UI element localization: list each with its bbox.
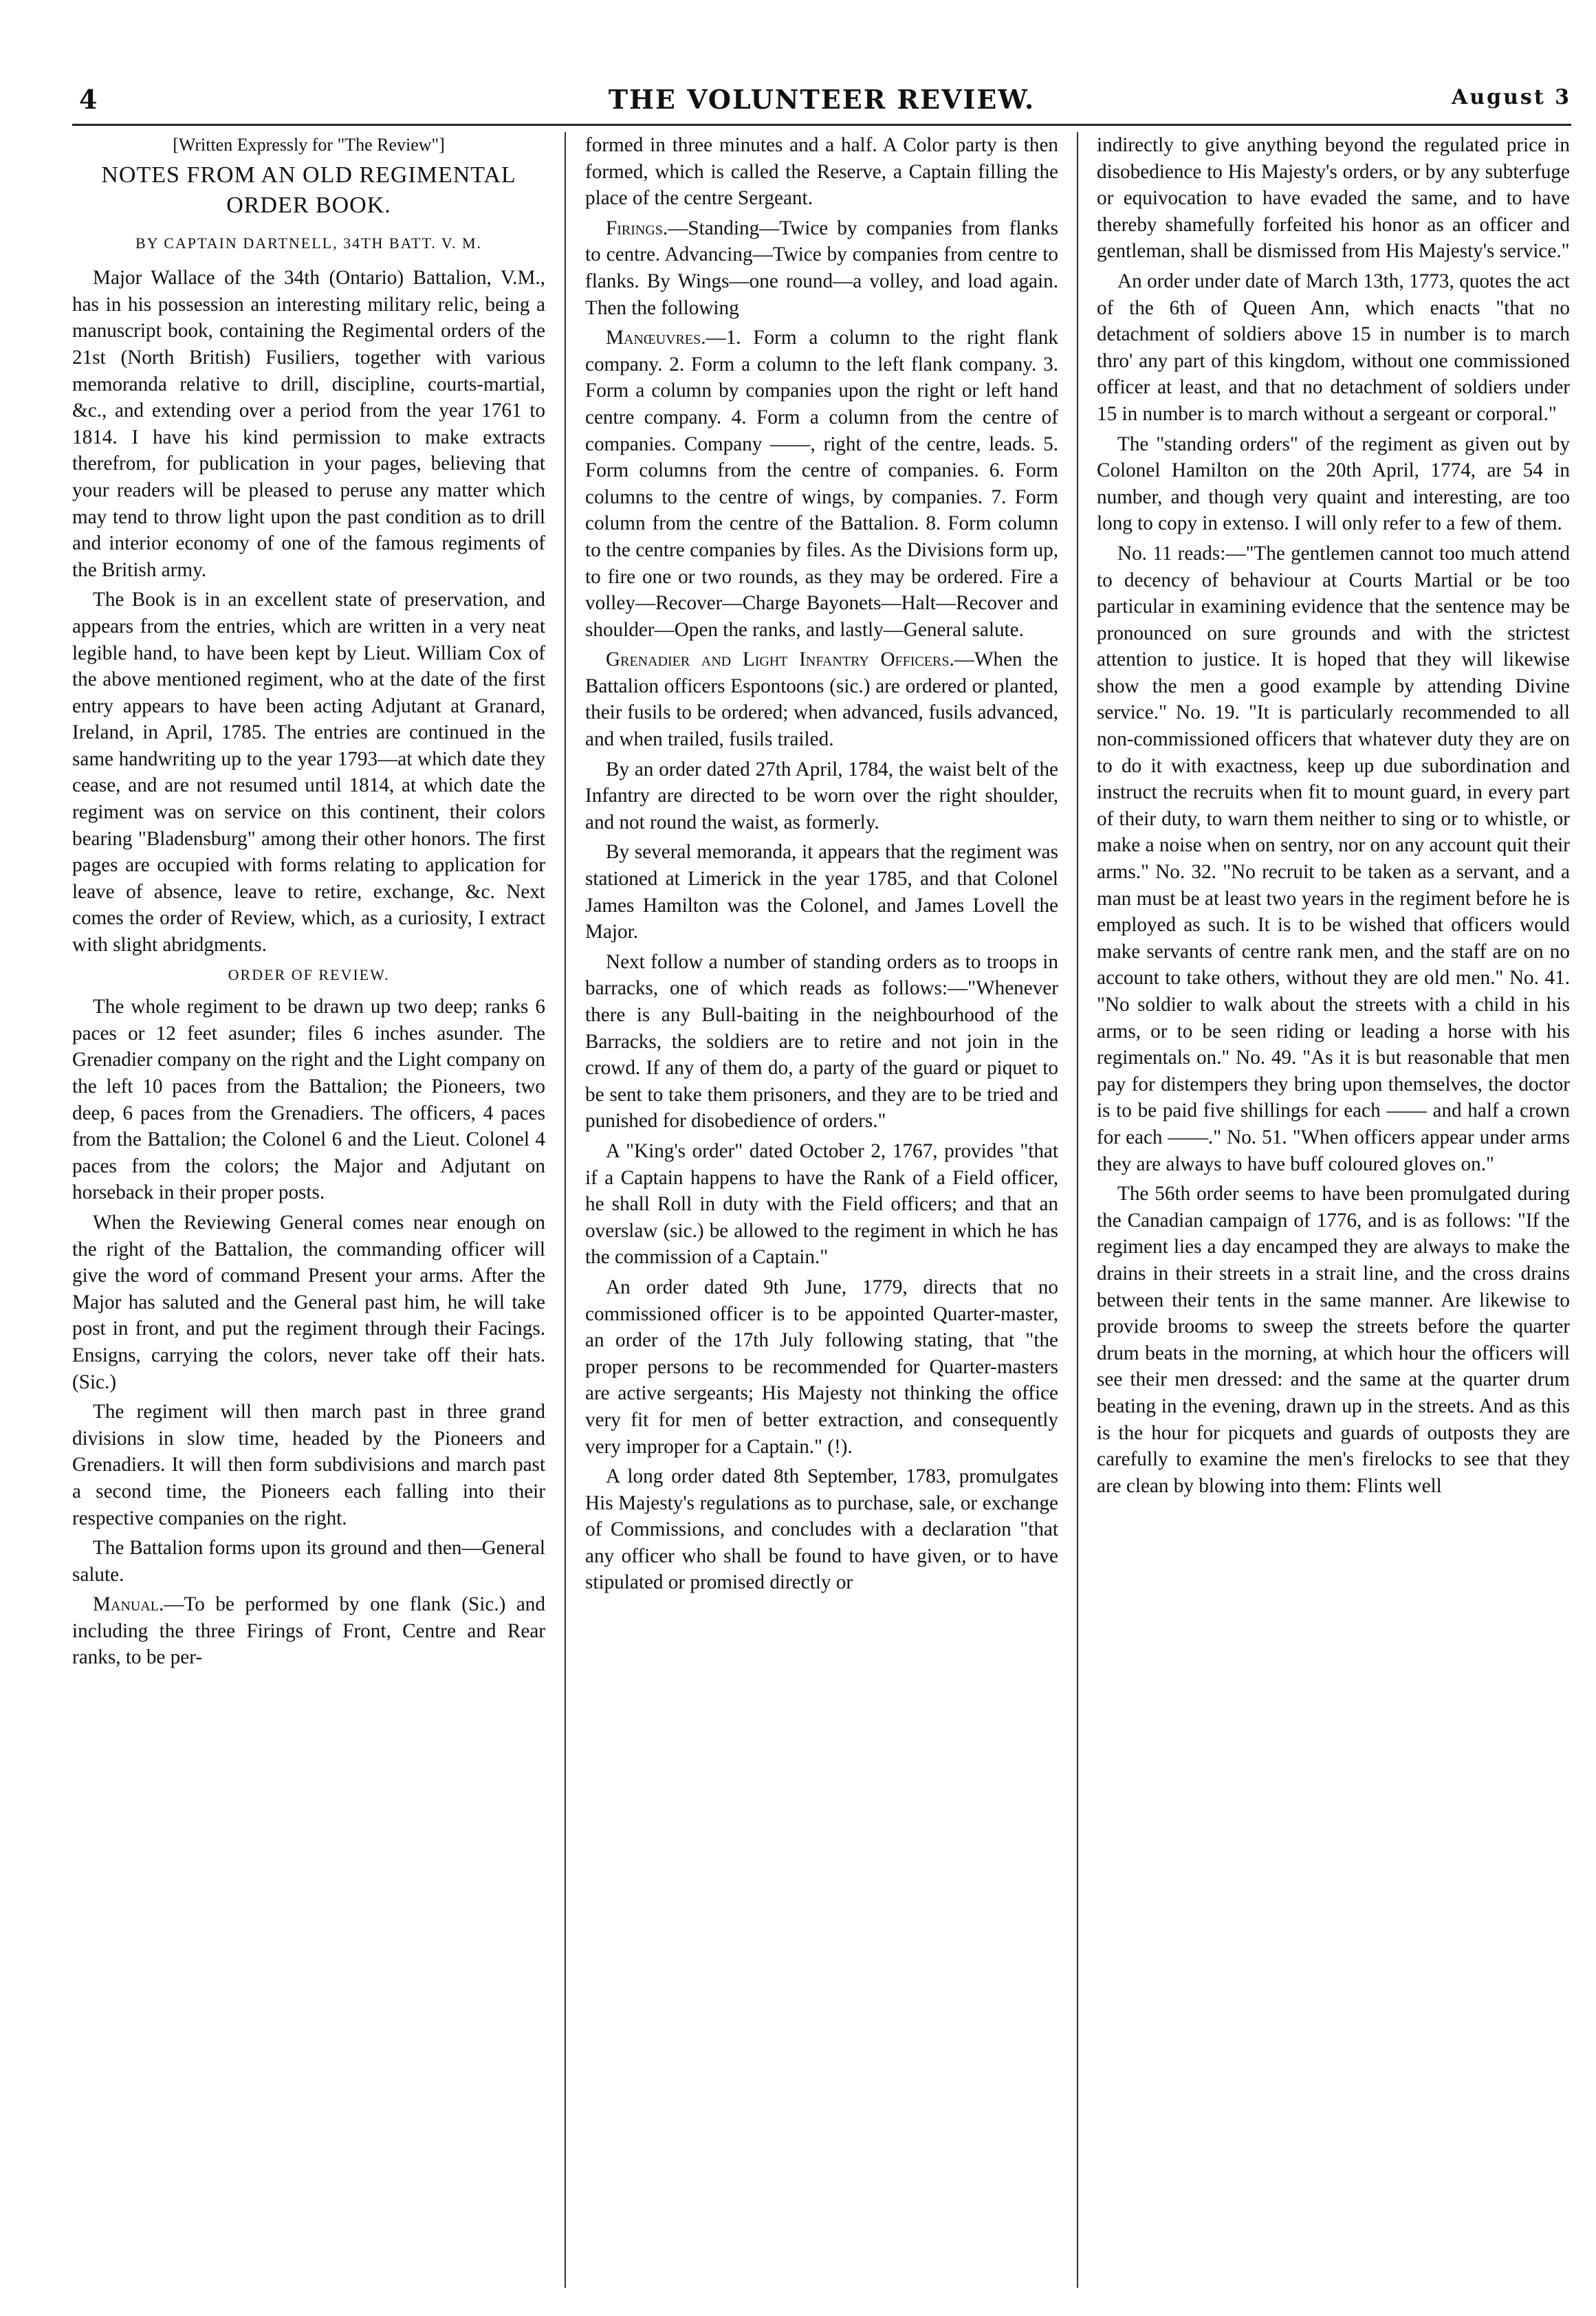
paragraph: formed in three minutes and a half. A Color party is then formed, which is called the Reserve, a Captain filling the place of the centre Sergeant. xyxy=(585,134,1058,210)
article-title: NOTES FROM AN OLD REGIMENTAL ORDER BOOK. xyxy=(101,162,516,218)
section-subhead: ORDER OF REVIEW. xyxy=(228,965,390,983)
issue-date: August 3 xyxy=(1452,85,1571,109)
run-in-heading: Manual. xyxy=(93,1593,164,1616)
paragraph xyxy=(72,1591,545,1671)
paragraph-text: —To be performed by one flank (Sic.) and including the three Firings of Front, Centre and Rear ranks, to be per- xyxy=(72,1593,545,1669)
article-byline: BY CAPTAIN DARTNELL, 34TH BATT. V. M. xyxy=(135,234,482,252)
run-in-heading: Grenadier and Light Infantry Officers. xyxy=(606,648,954,671)
column-divider xyxy=(565,132,566,2288)
paragraph: The Battalion forms upon its ground and then—General salute. xyxy=(72,1537,545,1586)
paragraph xyxy=(585,215,1058,321)
paragraph: An order dated 9th June, 1779, directs that no commissioned officer is to be appointed Quarter-master, an order of the 17th July following stating, that "the proper persons to be recommended for Quarter-masters are active sergeants; His Majesty not thinking the office very fit for men of better extraction, and consequently very improper for a Captain." (!). xyxy=(585,1276,1058,1458)
paragraph: Major Wallace of the 34th (Ontario) Battalion, V.M., has in his possession an interesting military relic, being a manuscript book, containing the Regimental orders of the 21st (North British) Fusiliers, together with various memoranda relative to drill, discipline, courts-martial, &c., and extending over a period from the year 1761 to 1814. I have his kind permission to make extracts therefrom, for publication in your pages, believing that your readers will be pleased to peruse any matter which may tend to throw light upon the past condition as to drill and interior economy of one of the famous regiments of the British army. xyxy=(72,267,545,581)
paragraph: A "King's order" dated October 2, 1767, provides "that if a Captain happens to have the Rank of a Field officer, he shall Roll in duty with the Field officers; and that an overslaw (sic.) be allowed to the regiment in which he has the commission of a Captain." xyxy=(585,1139,1058,1269)
article-note: [Written Expressly for "The Review"] xyxy=(173,135,445,155)
paragraph: No. 11 reads:—"The gentlemen cannot too much attend to decency of behaviour at Courts Martial or be too particular in examining evidence that the sentence may be pronounced on sure grounds and with the strictest attention to justice. It is hoped that they will likewise show the men a good example by attending Divine service." No. 19. "It is particularly recommended to all non-commissioned officers that whatever duty they are on to do it with exactness, keep up due subordination and instruct the recruits when fit to mount guard, in every part of their duty, to warn them neither to sing or to whistle, or make a noise when on sentry, nor on any account quit their arms." No. 32. "No recruit to be taken as a servant, and a man must be at least two years in the regiment before he is employed as such. It is to be wished that officers would make servants of centre rank men, and the staff are on no account to take others, without they are old men." No. 41. "No soldier to walk about the streets with a child in his arms, or to be seen riding or leading a horse with his regimentals on." No. 49. "As it is but reasonable that men pay for distempers they bring upon themselves, the doctor is to be paid five shillings for each —— and half a crown for each ——." No. 51. "When officers appear under arms they are always to have buff coloured gloves on." xyxy=(1097,542,1570,1175)
newspaper-page xyxy=(72,76,1571,2290)
column-3 xyxy=(1097,132,1570,2288)
column-divider xyxy=(1077,132,1078,2288)
paragraph: By several memoranda, it appears that the regiment was stationed at Limerick in the year 1785, and that Colonel James Hamilton was the Colonel, and James Lovell the Major. xyxy=(585,841,1058,943)
paragraph: The Book is in an excellent state of preservation, and appears from the entries, which are written in a very neat legible hand, to have been kept by Lieut. William Cox of the above mentioned regiment, who at the date of the first entry appears to have been acting Adjutant at Granard, Ireland, in April, 1785. The entries are continued in the same handwriting up to the year 1793—at which date they cease, and are not resumed until 1814, at which date the regiment was on service on this continent, their colors bearing "Bladensburg" among their other honors. The first pages are occupied with forms relating to application for leave of absence, leave to retire, exchange, &c. Next comes the order of Review, which, as a curiosity, I extract with slight abridgments. xyxy=(72,589,545,957)
page-header xyxy=(72,76,1571,126)
paragraph xyxy=(585,325,1058,643)
run-in-heading: Firings. xyxy=(606,217,668,239)
paragraph: A long order dated 8th September, 1783, promulgates His Majesty's regulations as to purchase, sale, or exchange of Commissions, and concludes with a declaration "that any officer who shall be found to have given, or to have stipulated or promised directly or xyxy=(585,1465,1058,1594)
paragraph: The 56th order seems to have been promulgated during the Canadian campaign of 1776, and is as follows: "If the regiment lies a day encamped they are always to make the drains in their streets in a strait line, and the cross drains between their tents in the same manner. Are likewise to provide brooms to sweep the streets before the quarter drum beats in the morning, at which hour the officers will see their men dressed: and the same at the quarter drum beating in the evening, drawn up in the streets. And as this is the hour for picquets and guards of outposts they are carefully to examine the men's firelocks to see that they are clean by blowing into them: Flints well xyxy=(1097,1183,1570,1497)
paragraph-text: —Standing—Twice by companies from flanks to centre. Advancing—Twice by companies from centre to flanks. By Wings—one round—a volley, and load again. Then the following xyxy=(585,217,1058,319)
paragraph: When the Reviewing General comes near enough on the right of the Battalion, the commanding officer will give the word of command Present your arms. After the Major has saluted and the General past him, he will take post in front, and put the regiment through their Facings. Ensigns, carrying the colors, never take off their hats. (Sic.) xyxy=(72,1211,545,1393)
paragraph: Next follow a number of standing orders as to troops in barracks, one of which reads as follows:—"Whenever there is any Bull-baiting in the neighbourhood of the Barracks, the soldiers are to retire and not join in the crowd. If any of them do, a party of the guard or piquet to be sent to take them prisoners, and they are to be tried and punished for disobedience of orders." xyxy=(585,950,1058,1133)
paragraph: By an order dated 27th April, 1784, the waist belt of the Infantry are directed to be worn over the right shoulder, and not round the waist, as formerly. xyxy=(585,758,1058,833)
paragraph-text: —1. Form a column to the right flank company. 2. Form a column to the left flank company. 3. Form a column by companies upon the right or left hand centre company. 4. Form a column from the centre of companies. Company ——, right of the centre, leads. 5. Form columns from the centre of companies. 6. Form columns to the centre of wings, by companies. 7. Form column from the centre of the Battalion. 8. Form column to the centre companies by files. As the Divisions form up, to fire one or two rounds, as they may be ordered. Fire a volley—Recover—Charge Bayonets—Halt—Recover and shoulder—Open the ranks, and lastly—General salute. xyxy=(585,327,1058,641)
newspaper-title: THE VOLUNTEER REVIEW. xyxy=(608,84,1036,115)
paragraph: An order under date of March 13th, 1773, quotes the act of the 6th of Queen Ann, which enacts "that no detachment of soldiers above 15 in number is to march thro' any part of this kingdom, without one commissioned officer at least, and that no detachment of soldiers under 15 in number is to march without a sergeant or corporal." xyxy=(1097,270,1570,425)
page-number: 4 xyxy=(79,84,98,115)
column-2 xyxy=(585,132,1058,2288)
run-in-heading: Manœuvres. xyxy=(606,327,706,349)
paragraph-text: —When the Battalion officers Espontoons (sic.) are ordered or planted, their fusils to be ordered; when advanced, fusils advanced, and when trailed, fusils trailed. xyxy=(585,648,1058,751)
paragraph xyxy=(585,646,1058,752)
article-columns xyxy=(72,132,1571,2288)
paragraph: The regiment will then march past in three grand divisions in slow time, headed by the Pioneers and Grenadiers. It will then form subdivisions and march past a second time, the Pioneers each falling into their respective companies on the right. xyxy=(72,1401,545,1529)
paragraph: The "standing orders" of the regiment as given out by Colonel Hamilton on the 20th April, 1774, are 54 in number, and though very quaint and interesting, are too long to copy in extenso. I will only refer to a few of them. xyxy=(1097,433,1570,535)
paragraph: The whole regiment to be drawn up two deep; ranks 6 paces or 12 feet asunder; files 6 inches asunder. The Grenadier company on the right and the Light company on the left 10 paces from the Battalion; the Pioneers, two deep, 6 paces from the Grenadiers. The officers, 4 paces from the Battalion; the Colonel 6 and the Lieut. Colonel 4 paces from the colors; the Major and Adjutant on horseback in their proper posts. xyxy=(72,996,545,1204)
column-1 xyxy=(72,132,545,2288)
paragraph: indirectly to give anything beyond the regulated price in disobedience to His Majesty's orders, or by any subterfuge or equivocation to have evaded the same, and to have thereby shamefully forfeited his honor as an officer and gentleman, shall be dismissed from His Majesty's service." xyxy=(1097,134,1570,263)
